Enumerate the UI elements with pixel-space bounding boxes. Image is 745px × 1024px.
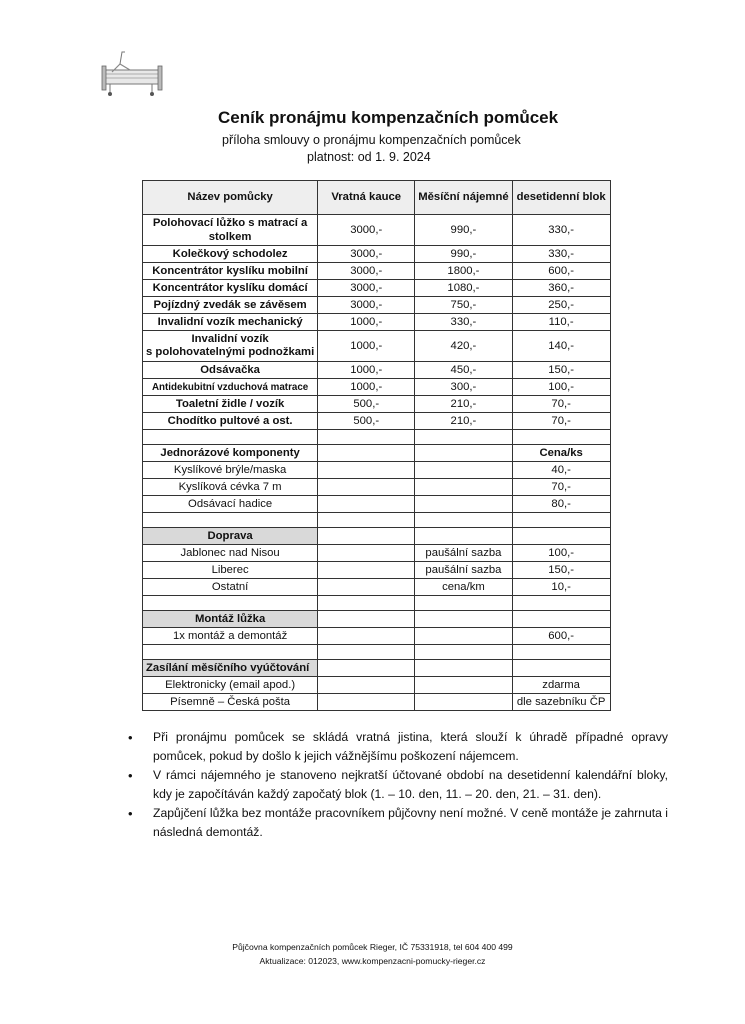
monthly-value: 330,- — [415, 314, 512, 331]
table-row — [143, 314, 611, 331]
notes-list — [128, 728, 668, 842]
note-text: Zapůjčení lůžka bez montáže pracovníkem půjčovny není možné. V ceně montáže je zahrnuta i následná demontáž. — [153, 806, 668, 839]
monthly-value: 420,- — [415, 331, 512, 362]
monthly-value: 210,- — [415, 413, 512, 430]
table-header-row — [143, 181, 611, 215]
section-header-row — [143, 445, 611, 462]
table-row — [143, 280, 611, 297]
monthly-value: 750,- — [415, 297, 512, 314]
ten-day-value: 140,- — [512, 331, 610, 362]
section-title-disposables: Jednorázové komponenty — [143, 445, 318, 462]
table-row — [143, 413, 611, 430]
item-name: Písemně – Česká pošta — [143, 694, 318, 711]
section-header-row — [143, 528, 611, 545]
price-per-piece-header: Cena/ks — [512, 445, 610, 462]
header-monthly: Měsíční nájemné — [415, 181, 512, 215]
item-name: Elektronicky (email apod.) — [143, 677, 318, 694]
table-row — [143, 545, 611, 562]
item-name: Kolečkový schodolez — [143, 246, 318, 263]
deposit-value: 3000,- — [318, 280, 415, 297]
deposit-value: 3000,- — [318, 246, 415, 263]
table-row — [143, 362, 611, 379]
spacer-row — [143, 645, 611, 660]
item-name: Odsávací hadice — [143, 496, 318, 513]
table-row — [143, 462, 611, 479]
rate-type: paušální sazba — [415, 562, 512, 579]
validity-date: platnost: od 1. 9. 2024 — [307, 150, 431, 164]
bullet-icon: • — [128, 806, 133, 821]
item-name: Pojízdný zvedák se závěsem — [143, 297, 318, 314]
note-item — [128, 728, 668, 766]
price-value: 150,- — [512, 562, 610, 579]
table-row — [143, 694, 611, 711]
bullet-icon: • — [128, 730, 133, 745]
item-name: Chodítko pultové a ost. — [143, 413, 318, 430]
item-name: Kyslíková cévka 7 m — [143, 479, 318, 496]
table-row — [143, 331, 611, 362]
section-header-row — [143, 660, 611, 677]
item-name: Ostatní — [143, 579, 318, 596]
note-item — [128, 766, 668, 804]
deposit-value: 1000,- — [318, 314, 415, 331]
item-name: Antidekubitní vzduchová matrace — [143, 379, 318, 396]
ten-day-value: 100,- — [512, 379, 610, 396]
deposit-value: 1000,- — [318, 362, 415, 379]
item-name: Kyslíkové brýle/maska — [143, 462, 318, 479]
deposit-value: 1000,- — [318, 331, 415, 362]
deposit-value: 3000,- — [318, 263, 415, 280]
ten-day-value: 330,- — [512, 215, 610, 246]
table-row — [143, 562, 611, 579]
price-value: 10,- — [512, 579, 610, 596]
item-name: Koncentrátor kyslíku domácí — [143, 280, 318, 297]
item-name: Invalidní vozík mechanický — [143, 314, 318, 331]
table-row — [143, 628, 611, 645]
note-text: Při pronájmu pomůcek se skládá vratná jistina, která slouží k úhradě případné opravy pomůcek, pokud by došlo k jejich vážnějšímu poškození nájemcem. — [153, 730, 668, 763]
monthly-value: 990,- — [415, 215, 512, 246]
table-row — [143, 379, 611, 396]
section-header-row — [143, 611, 611, 628]
rate-type: paušální sazba — [415, 545, 512, 562]
ten-day-value: 250,- — [512, 297, 610, 314]
note-item — [128, 804, 668, 842]
note-text: V rámci nájemného je stanoveno nejkratší účtované období na desetidenní kalendářní bloky, kdy je započítáván každý započatý blok (1. – 10. den, 11. – 20. den, 21. – 31. den). — [153, 768, 668, 801]
item-name: Koncentrátor kyslíku mobilní — [143, 263, 318, 280]
header-deposit: Vratná kauce — [318, 181, 415, 215]
table-row — [143, 215, 611, 246]
section-title-transport: Doprava — [143, 528, 318, 545]
deposit-value: 3000,- — [318, 215, 415, 246]
ten-day-value: 360,- — [512, 280, 610, 297]
monthly-value: 1800,- — [415, 263, 512, 280]
price-value: zdarma — [512, 677, 610, 694]
price-value: 100,- — [512, 545, 610, 562]
table-row — [143, 579, 611, 596]
page-subtitle: příloha smlouvy o pronájmu kompenzačních pomůcek — [222, 133, 521, 147]
price-value: 80,- — [512, 496, 610, 513]
ten-day-value: 330,- — [512, 246, 610, 263]
ten-day-value: 600,- — [512, 263, 610, 280]
item-name: Jablonec nad Nisou — [143, 545, 318, 562]
item-name-line1: Invalidní vozík — [191, 333, 269, 345]
spacer-row — [143, 513, 611, 528]
price-value: dle sazebníku ČP — [512, 694, 610, 711]
section-title-billing: Zasílání měsíčního vyúčtování — [143, 660, 318, 677]
item-name: Toaletní židle / vozík — [143, 396, 318, 413]
item-name: Odsávačka — [143, 362, 318, 379]
monthly-value: 990,- — [415, 246, 512, 263]
price-value: 600,- — [512, 628, 610, 645]
ten-day-value: 70,- — [512, 413, 610, 430]
table-row — [143, 496, 611, 513]
footer-company-line: Půjčovna kompenzačních pomůcek Rieger, IČ 75331918, tel 604 400 499 — [232, 942, 513, 952]
item-name: Liberec — [143, 562, 318, 579]
ten-day-value: 150,- — [512, 362, 610, 379]
deposit-value: 1000,- — [318, 379, 415, 396]
monthly-value: 300,- — [415, 379, 512, 396]
price-value: 70,- — [512, 479, 610, 496]
item-name — [143, 331, 318, 362]
section-title-assembly: Montáž lůžka — [143, 611, 318, 628]
hospital-bed-icon — [100, 50, 168, 100]
table-row — [143, 479, 611, 496]
header-ten-day: desetidenní blok — [512, 181, 610, 215]
table-row — [143, 246, 611, 263]
item-name-line2: s polohovatelnými podnožkami — [146, 346, 315, 358]
table-row — [143, 263, 611, 280]
price-value: 40,- — [512, 462, 610, 479]
spacer-row — [143, 430, 611, 445]
footer-update-line: Aktualizace: 012023, www.kompenzacni-pomucky-rieger.cz — [259, 956, 486, 966]
item-name: Polohovací lůžko s matrací a stolkem — [143, 215, 318, 246]
monthly-value: 450,- — [415, 362, 512, 379]
ten-day-value: 70,- — [512, 396, 610, 413]
price-table — [142, 180, 611, 711]
bullet-icon: • — [128, 768, 133, 783]
item-name: 1x montáž a demontáž — [143, 628, 318, 645]
page-footer — [0, 940, 745, 968]
rate-type: cena/km — [415, 579, 512, 596]
monthly-value: 210,- — [415, 396, 512, 413]
deposit-value: 500,- — [318, 396, 415, 413]
table-row — [143, 677, 611, 694]
table-row — [143, 297, 611, 314]
monthly-value: 1080,- — [415, 280, 512, 297]
header-item-name: Název pomůcky — [143, 181, 318, 215]
deposit-value: 500,- — [318, 413, 415, 430]
table-row — [143, 396, 611, 413]
ten-day-value: 110,- — [512, 314, 610, 331]
page-title: Ceník pronájmu kompenzačních pomůcek — [218, 108, 559, 127]
deposit-value: 3000,- — [318, 297, 415, 314]
spacer-row — [143, 596, 611, 611]
